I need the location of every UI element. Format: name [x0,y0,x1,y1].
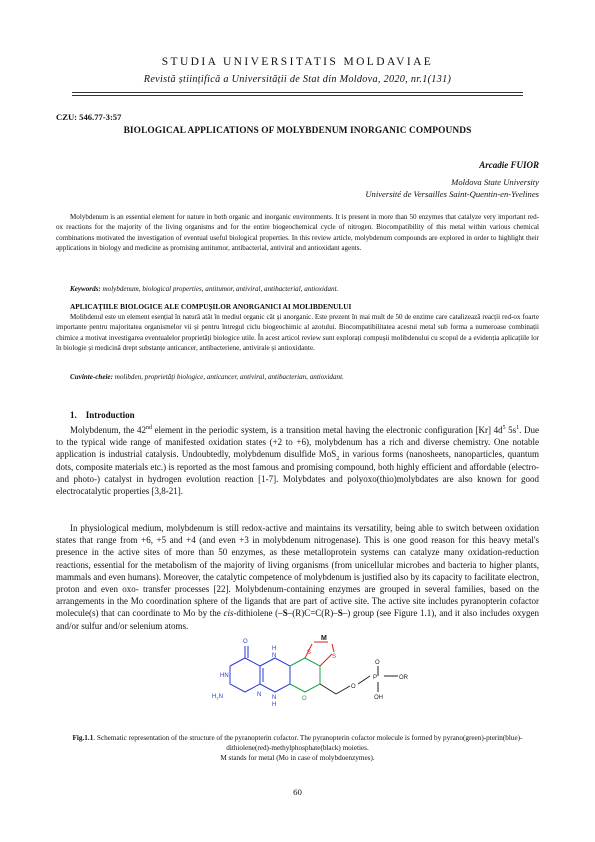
keywords-ro [56,372,539,382]
czu-code: CZU: 546.77-3:57 [56,112,122,122]
atom-n-mid: N [257,692,262,698]
atom-o-link: O [351,684,356,690]
atom-n-top: N [272,653,277,659]
atom-s1: S [307,650,312,656]
page-number: 60 [293,787,302,797]
atom-o-top: O [243,639,248,645]
atom-o-ring: O [302,696,307,702]
abstract-ro: Molibdenul este un element esențial în natură atât în mediul organic cât și anorganic. Este prezent în mai mult de 50 de enzime care catalizează reacții red-ox foarte importante pentru majoritatea organismelor vii și pentru întregul ciclu biogeochimic al azotului. Biocompatibilitatea acestui metal sub forma a numeroase combinații chimice a motivat investigarea eventualelor proprietăți biologice utile. În acest articol review sunt explorați compușii molibdenului cu scopul de a evidenția aplicațiile lor în biologie și medicină drept substanțe anticancer, antibacteriene, antivirale și antioxidante. [56,313,539,353]
atom-oh: OH [374,695,383,701]
figure-caption-line3: M stands for metal (Mo in case of molybdoenzymes). [220,754,375,762]
atom-or: OR [399,675,408,681]
atom-metal: M [321,635,327,642]
journal-subtitle: Revistă științifică a Universității de Stat din Moldova, 2020, nr.1(131) [143,74,452,85]
section-heading-introduction: 1. Introduction [70,410,135,420]
keywords-en-text: molybdenum, biological properties, antitumor, antiviral, antibacterial, antioxidant. [102,285,339,293]
pyranopterin-structure-diagram [190,628,490,728]
phosphate-bonds [320,666,398,694]
header-rule-bottom [72,95,523,96]
figure-caption [56,733,539,763]
journal-title: STUDIA UNIVERSITATIS MOLDAVIAE [161,56,434,68]
atom-h2n: $H_2N$ [212,694,223,701]
author-name: Arcadie FUIOR [479,160,539,170]
atom-o-double: O [375,660,380,666]
atom-hn: HN [220,673,229,679]
keywords-en [56,284,539,294]
abstract-en: Molybdenum is an essential element for nature in both organic and inorganic environments. It is present in more than 50 enzymes that catalyze very important red-ox reactions for the majority of the living organisms and for the entire biogeochemical cycle of nitrogen. Biocompatibility of this metal within various chemical combinations motivated the investigation of eventual useful biological properties. In this review article, molybdenum compounds are explored in order to highlight their applications in biology and medicine as promising antitumor, antibacterial, antiviral and antioxidant agents. [56,213,539,253]
intro-paragraph-2: In physiological medium, molybdenum is still redox-active and maintains its versatility, being able to switch between oxidation states that range from +6, +5 and +4 (and even +3 in molybdenum nitrogenase). This is one good reason for this heavy metal's presence in the active sites of more than 50 enzymes, as these metalloprotein systems can catalyze many oxidation-reduction reactions, essential for the metabolism of the majority of living organisms (from unicellular microbes and bacteria to higher plants, mammals and even humans). Moreover, the catalytic competence of molybdenum is justified also by its capacity to facilitate electron, proton and even oxo- transfer processes [22]. Molybdenum-containing enzymes are grouped in several families, based on the arrangements in the Mo coordination sphere of the ligands that are part of active site. The active site includes pyranopterin cofactor molecule(s) that can coordinate to Mo by the cis-dithiolene (–S–(R)C=C(R)–S–) group (see Figure 1.1), and it also includes oxygen and/or sulfur and/or selenium atoms. [56,523,539,631]
pterin-bonds [230,646,290,692]
keywords-ro-text: molibden, proprietăți biologice, anticancer, antiviral, antibacterian, antioxidant. [114,373,344,381]
figure-caption-label: Fig.1.1 [72,734,94,742]
atom-p: P [373,675,378,681]
affiliation-1: Moldova State University [451,177,539,187]
figure-caption-text: . Schematic representation of the structure of the pyranopterin cofactor. The pyranopterin cofactor molecule is formed by pyrano(green)-pterin(blue)-dithiolene(red)-methylphosphate(black) moieties. [93,734,523,752]
atom-h-top: H [272,646,277,652]
intro-paragraph-1: Molybdenum, the 42nd element in the periodic system, is a transition metal having the electronic configuration [Kr] $4d^5$ $5s^1$. Due to the typical wide range of manifested oxidation states (+2 to +6), molybdenum has a rich and diverse chemistry. One notable application is industrial catalysis. Undoubtedly, molybdenum disulfide MoS$_2$ in various forms (nanosheets, nanoparticles, quantum dots, composite materials etc.) is reported as the most famous and promising compound, both highly efficient and affordable (electro- and photo-) catalyst in hydrogen evolution reaction [1-7]. Molybdates and polyoxo(thio)molybdates are also known for good electrocatalytic properties [3,8-21]. [56,425,539,497]
pyrano-bonds [290,658,320,692]
header-rule-top [72,92,523,93]
figure-pyranopterin [190,628,490,728]
affiliation-2: Université de Versailles Saint-Quentin-en-Yvelines [365,189,539,199]
keywords-ro-label: Cuvinte-cheie: [70,373,113,381]
atom-h-bottom: H [272,702,277,708]
article-title: BIOLOGICAL APPLICATIONS OF MOLYBDENUM INORGANIC COMPOUNDS [123,126,472,136]
atom-s2: S [332,654,337,660]
atom-n-bottom: N [272,695,277,701]
abstract-ro-title: APLICAȚIILE BIOLOGICE ALE COMPUȘILOR ANORGANICI AI MOLIBDENULUI [70,302,352,311]
keywords-en-label: Keywords: [70,285,101,293]
